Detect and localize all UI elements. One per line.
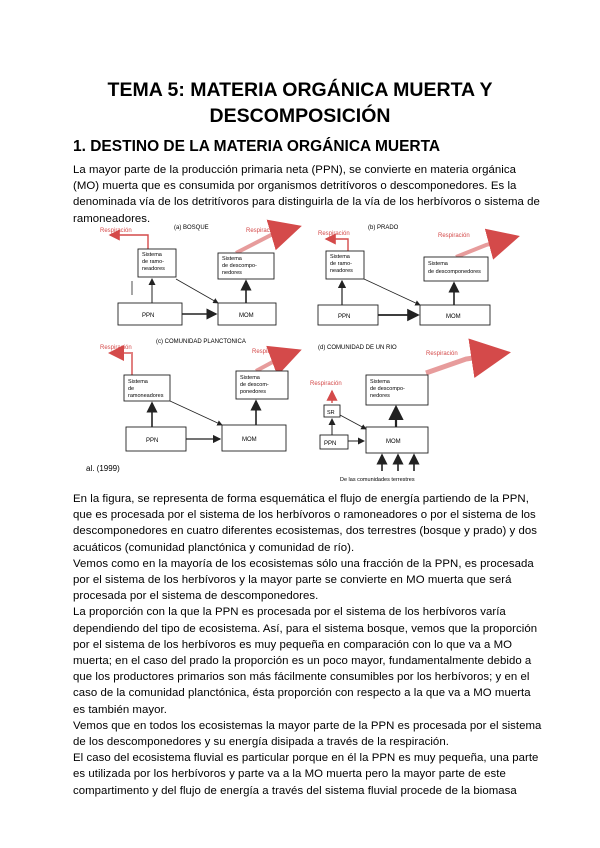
body-line: compartimento y del flujo de energía a través del sistema fluvial procede de la biomasa	[73, 784, 517, 797]
respiration-label: Respiración	[100, 228, 132, 234]
panel-label-d: (d) COMUNIDAD DE UN RIO	[318, 345, 397, 351]
body-line: que los productores primarios son más fácilmente consumibles por los herbívoros; y en el	[73, 671, 530, 684]
panel-rio	[310, 345, 506, 483]
intro-line: ramoneadores.	[73, 212, 151, 225]
ppn-label: PPN	[338, 314, 351, 320]
mom-label: MOM	[446, 314, 461, 320]
box-text: Sistema	[428, 261, 448, 267]
box-text: nedores	[370, 393, 390, 399]
box-text: neadores	[330, 268, 353, 274]
body-line: En la figura, se representa de forma esquemática el flujo de energía partiendo de la PPN,	[73, 493, 529, 505]
body-line: dependiendo del tipo de ecosistema. Así, para el sistema bosque, vemos que la proporción	[73, 622, 538, 635]
box-text: de ramo-	[330, 261, 353, 267]
body-line: acuáticos (comunidad planctónica y comunidad de río).	[73, 541, 355, 554]
body-line: es también mayor.	[73, 703, 167, 716]
energy-flow-diagram	[86, 219, 538, 487]
respiration-label: Respiración	[246, 228, 278, 234]
body-line: procesada por el sistema de descomponedores.	[73, 590, 319, 603]
box-text: de descom-	[240, 382, 269, 388]
panel-label-c: (c) COMUNIDAD PLANCTONICA	[156, 339, 246, 345]
box-text: Sistema	[142, 252, 162, 258]
body-line: descomponedores en cuatro diferentes ecosistemas, dos terrestres (bosque y prado) y dos	[73, 525, 538, 538]
section-heading: 1. DESTINO DE LA MATERIA ORGÁNICA MUERTA	[73, 138, 441, 155]
ppn-label: PPN	[146, 438, 159, 444]
panel-prado	[318, 225, 516, 325]
upstream-label: De las comunidades terrestres	[340, 477, 415, 483]
body-line: La proporción con la que la PPN es procesada por el sistema de los herbívoros varía	[73, 606, 506, 619]
panel-label-a: (a) BOSQUE	[174, 225, 209, 231]
box-text: nedores	[222, 270, 242, 276]
box-text: Sistema	[240, 375, 260, 381]
intro-line: La mayor parte de la producción primaria neta (PPN), se convierte en materia orgánica	[73, 164, 517, 176]
ppn-label: PPN	[324, 441, 337, 447]
box-text: Sistema	[128, 379, 148, 385]
body-line: Vemos como en la mayoría de los ecosistemas sólo una fracción de la PPN, es procesada	[73, 557, 534, 570]
ppn-label: PPN	[142, 313, 155, 319]
body-line: es utilizada por los herbívoros y parte va a la MO muerta pero la mayor parte de este	[73, 768, 506, 781]
box-text: de descompo-	[222, 263, 257, 269]
body-line: de los descomponedores y su energía disipada a través de la respiración.	[73, 736, 449, 749]
title-line-1: TEMA 5: MATERIA ORGÁNICA MUERTA Y	[107, 79, 493, 101]
intro-line: denominada vía de los detritívoros para distinguirla de la vía de los herbívoros o sistema de	[73, 196, 540, 209]
page-title	[0, 77, 600, 129]
box-text: ramoneadores	[128, 393, 164, 399]
box-text: de	[128, 386, 135, 392]
mom-label: MOM	[239, 313, 254, 319]
title-line-2: DESCOMPOSICIÓN	[209, 105, 391, 127]
box-text: ponedores	[240, 389, 266, 395]
body-line: caso de la comunidad planctónica, ésta proporción con respecto a la que va a MO muerta	[73, 687, 531, 700]
box-text: de ramo-	[142, 259, 165, 265]
mom-label: MOM	[386, 439, 401, 445]
body-line: por el sistema de los herbívoros y la mayor parte se convierte en MO muerta que será	[73, 574, 512, 587]
box-text: Sistema	[330, 254, 350, 260]
respiration-label: Respiración	[426, 351, 458, 357]
box-text: Sistema	[370, 379, 390, 385]
sr-label: SR	[327, 410, 335, 416]
mom-label: MOM	[242, 437, 257, 443]
energy-flow-figure	[86, 219, 538, 487]
box-text: de descomponedores	[428, 269, 481, 275]
panel-bosque	[100, 225, 298, 325]
panel-label-b: (b) PRADO	[368, 225, 399, 231]
box-text: de descompo-	[370, 386, 405, 392]
respiration-label: Respiración	[438, 233, 470, 239]
body-line: por el sistema de los herbívoros es muy pequeña en comparación con lo que va a MO	[73, 638, 513, 651]
respiration-label: Respiración	[318, 231, 350, 237]
respiration-label: Respiración	[252, 349, 284, 355]
respiration-label: Respiración	[310, 381, 342, 387]
figure-caption: al. (1999)	[86, 464, 120, 473]
body-line: muerta; en el caso del prado la proporción es un poco mayor, fundamentalmente debido a	[73, 655, 532, 668]
box-text: Sistema	[222, 256, 242, 262]
panel-planctonica	[86, 339, 298, 473]
respiration-label: Respiración	[100, 345, 132, 351]
body-paragraphs	[73, 491, 542, 799]
body-line: Vemos que en todos los ecosistemas la mayor parte de la PPN es procesada por el sistema	[73, 719, 542, 732]
intro-paragraph	[73, 162, 540, 227]
body-line: que es procesada por el sistema de los herbívoros o ramoneadores o por el sistema de los	[73, 509, 536, 522]
box-text: neadores	[142, 266, 165, 272]
body-line: El caso del ecosistema fluvial es particular porque en él la PPN es muy pequeña, una parte	[73, 752, 539, 765]
intro-line: (MO) muerta que es consumida por organismos detritívoros o descomponedores. Es la	[73, 180, 517, 193]
